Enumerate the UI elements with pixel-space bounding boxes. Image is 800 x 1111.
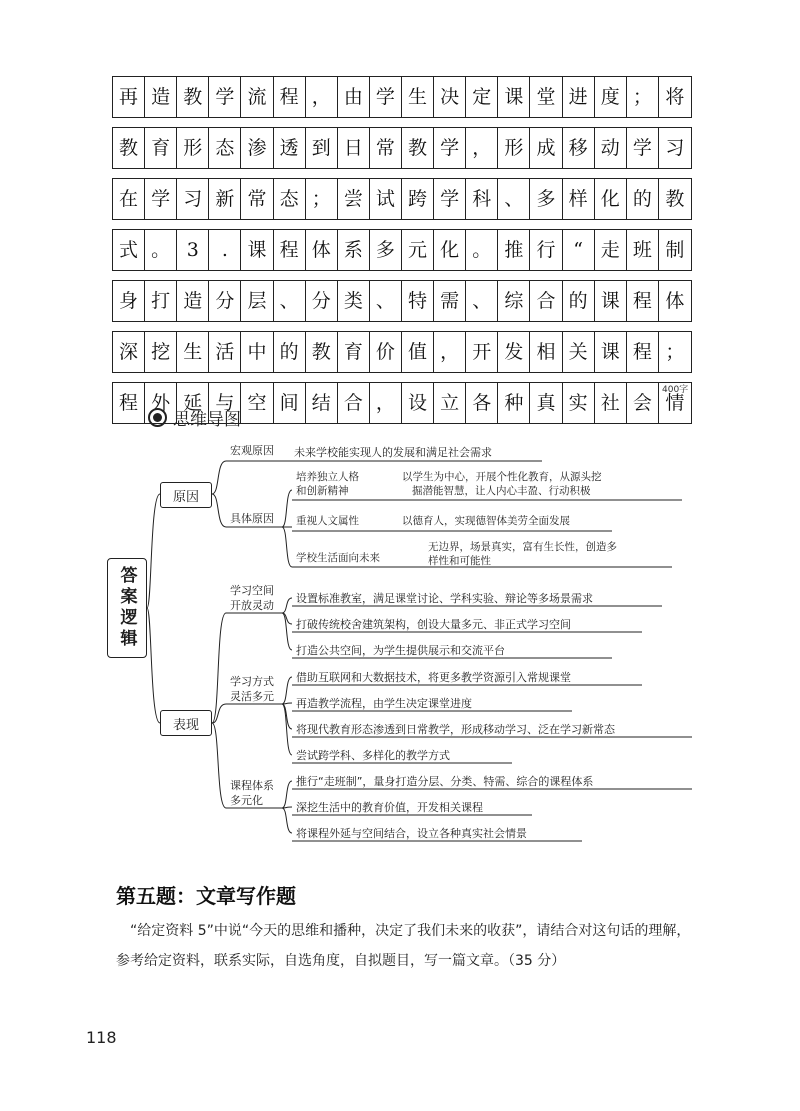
grid-cell: 真: [530, 383, 562, 423]
grid-cell: 、: [466, 281, 498, 321]
grid-cell: 、: [274, 281, 306, 321]
grid-cell: 行: [530, 230, 562, 270]
specific-item-1-label: [296, 470, 359, 498]
group-1-label-line-1: 学习空间: [230, 584, 274, 597]
grid-cell: ；: [306, 179, 338, 219]
grid-cell: 学: [370, 77, 402, 117]
grid-cell: 种: [498, 383, 530, 423]
grid-cell: 、: [498, 179, 530, 219]
page-number: 118: [86, 1028, 117, 1047]
root-label: 答案逻辑: [116, 566, 137, 650]
group-3-label: [230, 779, 274, 809]
grid-cell: 教: [177, 77, 209, 117]
grid-cell: ；: [627, 77, 659, 117]
group-2-label-line-2: 灵活多元: [230, 689, 274, 703]
grid-cell: 跨: [402, 179, 434, 219]
grid-cell: 态: [209, 128, 241, 168]
grid-cell: 开: [466, 332, 498, 372]
grid-cell: 式: [113, 230, 145, 270]
grid-cell: 的: [563, 281, 595, 321]
group-2-label: [230, 675, 274, 705]
grid-cell: 尝: [338, 179, 370, 219]
grid-cell: 流: [241, 77, 273, 117]
grid-cell: 渗: [241, 128, 273, 168]
group-3-leaf-2: 深挖生活中的教育价值，开发相关课程: [296, 801, 483, 814]
group-2-leaf-3: 将现代教育形态渗透到日常教学，形成移动学习、泛在学习新常态: [296, 723, 615, 736]
grid-cell: .: [209, 230, 241, 270]
grid-cell: 需: [434, 281, 466, 321]
grid-cell: 相: [530, 332, 562, 372]
specific-item-2-label: 重视人文属性: [296, 515, 359, 527]
grid-cell: 样: [563, 179, 595, 219]
mind-map-title: 思维导图: [173, 410, 241, 430]
grid-cell: 形: [177, 128, 209, 168]
grid-cell: 间: [274, 383, 306, 423]
group-2-leaf-4: 尝试跨学科、多样化的教学方式: [296, 749, 450, 762]
grid-cell: 分: [209, 281, 241, 321]
grid-cell: 元: [402, 230, 434, 270]
grid-cell: 在: [113, 179, 145, 219]
grid-cell: 化: [595, 179, 627, 219]
grid-cell: 深: [113, 332, 145, 372]
grid-cell: 试: [370, 179, 402, 219]
grid-cell: 课: [498, 77, 530, 117]
grid-cell: 特: [402, 281, 434, 321]
grid-cell: 教: [402, 128, 434, 168]
group-1-label-line-2: 开放灵动: [230, 598, 274, 612]
grid-cell: 外: [145, 383, 177, 423]
grid-cell: 常: [241, 179, 273, 219]
grid-cell: 课: [241, 230, 273, 270]
branch-performance: [160, 710, 212, 736]
grid-cell: 程: [113, 383, 145, 423]
grid-cell: 发: [498, 332, 530, 372]
grid-cell: 多: [530, 179, 562, 219]
grid-cell: 日: [338, 128, 370, 168]
grid-cell: 社: [595, 383, 627, 423]
specific-reason-label: 具体原因: [230, 512, 274, 525]
grid-cell: 走: [595, 230, 627, 270]
grid-cell: 教: [113, 128, 145, 168]
grid-cell: 身: [113, 281, 145, 321]
grid-cell: 实: [563, 383, 595, 423]
grid-cell: 动: [595, 128, 627, 168]
grid-cell: 透: [274, 128, 306, 168]
grid-cell: 的: [627, 179, 659, 219]
grid-cell: 生: [177, 332, 209, 372]
grid-cell: 层: [241, 281, 273, 321]
grid-cell: 习: [177, 179, 209, 219]
grid-cell: ，: [306, 77, 338, 117]
grid-cell: 设: [402, 383, 434, 423]
grid-cell: 由: [338, 77, 370, 117]
grid-cell: 学: [627, 128, 659, 168]
grid-cell: 决: [434, 77, 466, 117]
grid-cell: 推: [498, 230, 530, 270]
specific-item-1-leaf-line-2: 掘潜能智慧，让人内心丰盈、行动积极: [412, 485, 591, 498]
group-3-leaf-3: 将课程外延与空间结合，设立各种真实社会情景: [296, 827, 527, 840]
question-body: “给定资料 5”中说“今天的思维和播种，决定了我们未来的收获”，请结合对这句话的理解，参考给定资料，联系实际，自选角度，自拟题目，写一篇文章。（35 分）: [116, 923, 691, 969]
branch-reason: [160, 482, 212, 508]
grid-cell: 班: [627, 230, 659, 270]
grid-cell: 育: [338, 332, 370, 372]
mind-map-root: [107, 558, 147, 658]
grid-cell: 造: [177, 281, 209, 321]
group-3-label-line-1: 课程体系: [230, 779, 274, 792]
grid-cell: 体: [665, 289, 685, 312]
grid-cell: 结: [306, 383, 338, 423]
group-3-leaf-1: 推行“走班制”，量身打造分层、分类、特需、综合的课程体系: [296, 775, 594, 788]
grid-cell: 课: [595, 332, 627, 372]
specific-item-1-line-2: 和创新精神: [296, 485, 349, 498]
grid-cell: 学: [145, 179, 177, 219]
grid-cell: 育: [145, 128, 177, 168]
grid-cell: 情: [665, 391, 685, 414]
macro-reason-label: 宏观原因: [230, 444, 274, 457]
grid-cell: 常: [370, 128, 402, 168]
grid-cell: 形: [498, 128, 530, 168]
grid-cell: 学: [434, 179, 466, 219]
grid-cell: 进: [563, 77, 595, 117]
specific-item-3-leaf-line-1: 无边界，场景真实，富有生长性，创造多: [428, 541, 617, 553]
grid-cell: ，: [370, 383, 402, 423]
grid-cell: 度: [595, 77, 627, 117]
specific-item-3-label: 学校生活面向未来: [296, 552, 380, 564]
branch-performance-label: 表现: [172, 717, 199, 733]
group-1-label: [230, 584, 274, 614]
macro-reason-leaf: 未来学校能实现人的发展和满足社会需求: [294, 446, 492, 459]
grid-cell: 生: [402, 77, 434, 117]
specific-item-3-leaf: [428, 540, 617, 568]
grid-cell: ；: [665, 340, 685, 363]
grid-cell: 综: [498, 281, 530, 321]
grid-cell: 学: [209, 77, 241, 117]
grid-cell: 造: [145, 77, 177, 117]
grid-cell: 程: [274, 230, 306, 270]
grid-cell: 分: [306, 281, 338, 321]
grid-cell: 再: [113, 77, 145, 117]
grid-cell: 值: [402, 332, 434, 372]
grid-cell: 价: [370, 332, 402, 372]
grid-cell: 程: [627, 332, 659, 372]
grid-cell: 打: [145, 281, 177, 321]
branch-reason-label: 原因: [172, 489, 199, 505]
grid-cell: 科: [466, 179, 498, 219]
grid-cell: 挖: [145, 332, 177, 372]
grid-cell: 延: [177, 383, 209, 423]
question-title: 第五题：文章写作题: [116, 884, 296, 908]
grid-cell: 的: [274, 332, 306, 372]
group-1-leaf-2: 打破传统校舍建筑架构，创设大量多元、非正式学习空间: [296, 618, 571, 631]
grid-cell: 程: [274, 77, 306, 117]
grid-cell: 。: [466, 230, 498, 270]
word-count-note: 400字: [662, 385, 689, 395]
grid-cell: 各: [466, 383, 498, 423]
grid-cell: 活: [209, 332, 241, 372]
grid-cell: 习: [665, 136, 685, 159]
grid-cell: 堂: [530, 77, 562, 117]
group-2-leaf-1: 借助互联网和大数据技术，将更多教学资源引入常规课堂: [296, 671, 571, 684]
grid-cell: 合: [338, 383, 370, 423]
grid-cell: 教: [306, 332, 338, 372]
grid-cell: 空: [241, 383, 273, 423]
specific-item-2-leaf: 以德育人，实现德智体美劳全面发展: [402, 515, 570, 527]
grid-cell: 会: [627, 383, 659, 423]
group-2-leaf-2: 再造教学流程，由学生决定课堂进度: [296, 697, 472, 710]
grid-cell: ，: [434, 332, 466, 372]
group-3-label-line-2: 多元化: [230, 793, 263, 807]
group-1-leaf-3: 打造公共空间，为学生提供展示和交流平台: [296, 644, 505, 657]
grid-cell: 3: [177, 230, 209, 270]
grid-cell: 学: [434, 128, 466, 168]
grid-cell: 系: [338, 230, 370, 270]
specific-item-1-leaf-line-1: 以学生为中心，开展个性化教育，从源头挖: [402, 471, 602, 483]
grid-cell: 体: [306, 230, 338, 270]
grid-cell: 化: [434, 230, 466, 270]
grid-cell: 。: [145, 230, 177, 270]
grid-cell: 制: [665, 238, 685, 261]
grid-cell: 类: [338, 281, 370, 321]
grid-cell: 合: [530, 281, 562, 321]
grid-cell: 立: [434, 383, 466, 423]
grid-cell: 关: [563, 332, 595, 372]
grid-cell: 到: [306, 128, 338, 168]
grid-cell: 态: [274, 179, 306, 219]
group-1-leaf-1: 设置标准教室，满足课堂讨论、学科实验、辩论等多场景需求: [296, 592, 593, 605]
grid-cell: 课: [595, 281, 627, 321]
grid-cell: 与: [209, 383, 241, 423]
grid-cell: 定: [466, 77, 498, 117]
grid-cell: 多: [370, 230, 402, 270]
grid-cell: “: [563, 230, 595, 270]
grid-cell: 中: [241, 332, 273, 372]
grid-cell: 程: [627, 281, 659, 321]
grid-cell: 新: [209, 179, 241, 219]
grid-cell: 教: [665, 187, 685, 210]
specific-item-1-line-1: 培养独立人格: [296, 471, 359, 483]
grid-cell: ，: [466, 128, 498, 168]
grid-cell: 成: [530, 128, 562, 168]
specific-item-1-leaf: [402, 470, 602, 498]
grid-cell: 将: [665, 85, 685, 108]
specific-item-3-leaf-line-2: 样性和可能性: [428, 555, 491, 568]
group-2-label-line-1: 学习方式: [230, 675, 274, 688]
grid-cell: 、: [370, 281, 402, 321]
grid-cell: 移: [563, 128, 595, 168]
